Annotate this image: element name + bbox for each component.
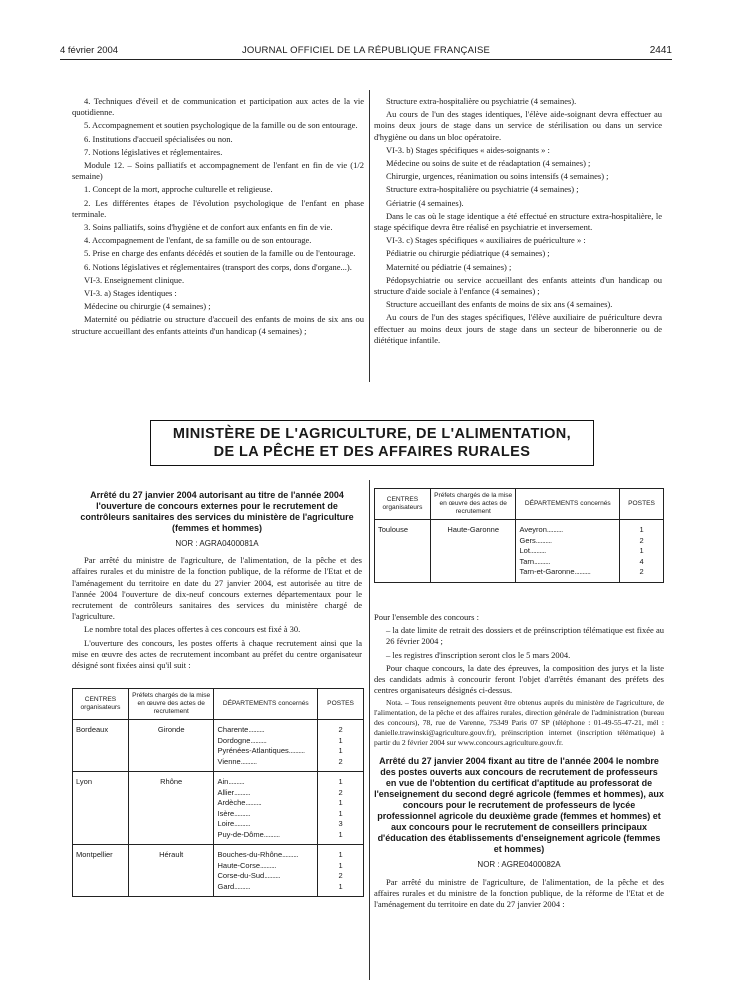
departement-cell [214, 871, 318, 882]
upper-left-paragraph: 5. Prise en charge des enfants décédés et soutien de la famille ou de l'entourage. [84, 248, 356, 259]
prefet-cell: Gironde [128, 720, 214, 736]
prefet-cell [128, 830, 214, 845]
arrete1-title: Arrêté du 27 janvier 2004 autorisant au titre de l'année 2004 l'ouverture de concours externes pour le recrutement de contrôleurs sanitaires des services du ministère de l'agriculture (femmes et hommes) [80, 490, 354, 533]
upper-right-paragraph: Médecine ou soins de suite et de réadaptation (4 semaines) ; [386, 158, 591, 169]
concours-table-right [374, 488, 664, 583]
upper-right-paragraph: Gériatrie (4 semaines). [386, 197, 464, 208]
postes-cell: 2 [620, 536, 664, 547]
prefet-cell [128, 736, 214, 747]
upper-right-paragraph: Pédiatrie ou chirurgie pédiatrique (4 semaines) ; [386, 248, 550, 259]
postes-cell: 1 [620, 546, 664, 557]
departement-name: Aveyron [519, 525, 547, 534]
departement-cell [214, 830, 318, 845]
table-row [73, 736, 364, 747]
prefet-cell [430, 557, 516, 568]
leader-dots: .......... [245, 798, 262, 807]
centre-cell: Bordeaux [73, 720, 129, 736]
departement-name: Ardèche [217, 798, 246, 807]
upper-right-paragraph: Au cours de l'un des stages identiques, l'élève aide-soignant devra effectuer au moins deux jours de stage dans un service de stérilisation ou dans un service d'hygiène ou dans un bloc opératoire. [374, 109, 662, 142]
lower-right-column [374, 612, 664, 912]
upper-right-paragraph: Structure extra-hospitalière ou psychiatrie (4 semaines). [386, 96, 577, 106]
header-page-number: 2441 [649, 45, 672, 56]
prefet-cell [128, 798, 214, 809]
prefet-cell [128, 757, 214, 772]
upper-left-paragraph: VI-3. Enseignement clinique. [84, 274, 185, 285]
leader-dots: .......... [248, 725, 265, 734]
postes-cell: 1 [318, 772, 364, 788]
upper-left-paragraph: 1. Concept de la mort, approche culturelle et religieuse. [84, 184, 273, 195]
departement-cell [516, 546, 620, 557]
departement-name: Haute-Corse [217, 860, 261, 870]
arrete2-paragraph: Par arrêté du ministre de l'agriculture, de l'alimentation, de la pêche et des affaires rurales et du ministre de la fonction publique, de la réforme de l'Etat et de l'aménagement du territoire en date du 27 janvier 2004 : [374, 876, 664, 910]
table-row [73, 798, 364, 809]
departement-cell [214, 772, 318, 788]
leader-dots: .......... [264, 871, 281, 880]
postes-cell: 1 [318, 746, 364, 757]
leader-dots: .......... [534, 556, 550, 566]
centre-cell [375, 546, 431, 557]
table-row [73, 772, 364, 788]
leader-dots: .......... [288, 746, 305, 755]
centre-cell [73, 757, 129, 772]
departement-name: Ain [217, 777, 229, 786]
leader-dots: .......... [240, 756, 257, 766]
upper-left-paragraph: 4. Techniques d'éveil et de communication et participation aux actes de la vie quotidienne. [72, 96, 364, 118]
departement-cell [214, 882, 318, 897]
upper-right-paragraph: Structure extra-hospitalière ou psychiatrie (4 semaines) ; [386, 184, 579, 195]
leader-dots: .......... [263, 829, 280, 839]
departement-cell [214, 788, 318, 799]
prefet-cell [128, 819, 214, 830]
centre-cell [375, 536, 431, 547]
ministry-banner [150, 420, 594, 466]
header-journal-title: JOURNAL OFFICIEL DE LA RÉPUBLIQUE FRANÇAISE [241, 45, 491, 56]
table-row [73, 788, 364, 799]
centre-cell [375, 567, 431, 582]
departement-name: Pyrénées-Atlantiques [217, 746, 289, 755]
upper-left-paragraph: 4. Accompagnement de l'enfant, de sa famille ou de son entourage. [84, 235, 312, 246]
upper-left-paragraph: 5. Accompagnement et soutien psychologique de la famille ou de son entourage. [84, 120, 358, 131]
table-row [73, 845, 364, 861]
departement-cell [214, 861, 318, 872]
upper-right-paragraph: Structure accueillant des enfants de moins de six ans (4 semaines). [386, 299, 613, 310]
postes-cell: 4 [620, 557, 664, 568]
centre-cell [73, 736, 129, 747]
table-row [73, 871, 364, 882]
upper-left-paragraph: 3. Soins palliatifs, soins d'hygiène et de confort aux enfants en fin de vie. [84, 222, 333, 233]
header-date: 4 février 2004 [60, 45, 119, 56]
departement-cell [214, 757, 318, 772]
departement-cell [214, 746, 318, 757]
th-centres: CENTRES organisateurs [375, 489, 431, 520]
leader-dots: .......... [574, 567, 591, 576]
arrete1-paragraph: L'ouverture des concours, les postes offerts à chaque recrutement ainsi que la mise en œuvre des actes de recrutement incombant au préfet du centre organisateur désigné sont fixées ainsi qu'il suit : [72, 637, 362, 671]
table-row [375, 546, 664, 557]
ministry-banner-line2: DE LA PÊCHE ET DES AFFAIRES RURALES [213, 444, 531, 460]
departement-cell [214, 798, 318, 809]
leader-dots: .......... [228, 777, 245, 786]
upper-left-paragraph: 6. Notions législatives et réglementaires (transport des corps, dons d'organe...). [84, 261, 352, 272]
table-row [73, 882, 364, 897]
prefet-cell [128, 861, 214, 872]
upper-left-paragraph: 7. Notions législatives et réglementaires. [84, 146, 223, 157]
postes-cell: 1 [318, 882, 364, 897]
departement-name: Tarn [519, 556, 535, 566]
prefet-cell [128, 871, 214, 882]
prefet-cell: Hérault [128, 845, 214, 861]
upper-left-paragraph: 6. Institutions d'accueil spécialisées ou non. [84, 133, 233, 144]
departement-cell [214, 809, 318, 820]
postes-cell: 2 [620, 567, 664, 582]
ministry-banner-line1: MINISTÈRE DE L'AGRICULTURE, DE L'ALIMENTATION, [172, 426, 572, 442]
departement-name: Gers [519, 535, 536, 545]
table-row [73, 720, 364, 736]
leader-dots: .......... [546, 525, 563, 534]
departement-name: Bouches-du-Rhône [217, 850, 283, 859]
centre-cell [73, 830, 129, 845]
concours-dash-item: – les registres d'inscription seront clos le 5 mars 2004. [386, 649, 571, 660]
table-row [375, 567, 664, 582]
upper-right-paragraph: Au cours de l'un des stages spécifiques, l'élève auxiliaire de puériculture devra effectuer au moins deux jours de stage dans un secteur de biberonnerie ou de diététique infantile. [374, 312, 662, 345]
postes-cell: 1 [318, 861, 364, 872]
leader-dots: .......... [234, 787, 250, 797]
departement-name: Allier [217, 787, 235, 797]
th-prefets: Préfets chargés de la mise en œuvre des actes de recrutement [128, 689, 214, 720]
th-postes: POSTES [620, 489, 664, 520]
departement-cell [214, 736, 318, 747]
prefet-cell [128, 882, 214, 897]
upper-right-paragraph: VI-3. c) Stages spécifiques « auxiliaires de puériculture » : [386, 235, 586, 246]
departement-cell [516, 536, 620, 547]
upper-right-paragraph: Dans le cas où le stage identique a été effectué en structure extra-hospitalière, le stage spécifique devra être réalisé en psychiatrie et inversement. [374, 210, 662, 233]
prefet-cell [430, 536, 516, 547]
upper-left-paragraph: Maternité ou pédiatrie ou structure d'accueil des enfants de moins de six ans ou structure accueillant des enfants atteints d'un handicap (4 semaines) ; [72, 314, 364, 336]
arrete2-nor: NOR : AGRE0400082A [477, 860, 561, 870]
concours-dash-item: – la date limite de retrait des dossiers et de préinscription télématique est fixée au 26 février 2004 ; [386, 625, 664, 647]
centre-cell: Lyon [73, 772, 129, 788]
departement-name: Tarn-et-Garonne [519, 567, 575, 576]
upper-left-column [72, 96, 364, 339]
upper-right-paragraph: VI-3. b) Stages spécifiques « aides-soignants » : [386, 144, 550, 155]
departement-name: Loire [217, 819, 235, 828]
centre-cell [73, 788, 129, 799]
lower-left-column [72, 490, 362, 673]
table-row [73, 757, 364, 772]
departement-name: Puy-de-Dôme [217, 829, 264, 839]
concours-paragraph: Pour chaque concours, la date des épreuves, la composition des jurys et la liste des candidats admis à concourir feront l'objet d'arrêtés émanant des préfets des centres organisateurs désignés ci-dessus. [374, 662, 664, 696]
leader-dots: .......... [529, 546, 546, 555]
column-divider-lower [369, 480, 370, 980]
upper-right-column [374, 96, 662, 348]
concours-table-left [72, 688, 364, 897]
centre-cell [73, 819, 129, 830]
postes-cell: 2 [318, 871, 364, 882]
postes-cell: 2 [318, 720, 364, 736]
prefet-cell: Haute-Garonne [430, 520, 516, 536]
postes-cell: 1 [318, 845, 364, 861]
prefet-cell [430, 567, 516, 582]
upper-left-paragraph: 2. Les différentes étapes de l'évolution psychologique de l'enfant en phase terminale. [72, 197, 364, 219]
running-header [60, 45, 672, 60]
centre-cell [73, 882, 129, 897]
leader-dots: .......... [234, 819, 251, 828]
th-departements: DÉPARTEMENTS concernés [214, 689, 318, 720]
upper-right-paragraph: Maternité ou pédiatrie (4 semaines) ; [386, 261, 512, 272]
departement-name: Isère [217, 808, 235, 818]
prefet-cell [128, 809, 214, 820]
postes-cell: 3 [318, 819, 364, 830]
upper-right-paragraph: Chirurgie, urgences, réanimation ou soins intensifs (4 semaines) ; [386, 171, 609, 182]
centre-cell [73, 798, 129, 809]
postes-cell: 2 [318, 788, 364, 799]
table-row [375, 557, 664, 568]
th-postes: POSTES [318, 689, 364, 720]
arrete1-paragraph: Par arrêté du ministre de l'agriculture, de l'alimentation, de la pêche et des affaires rurales et du ministre de la fonction publique, de la réforme de l'Etat et de l'aménagement du territoire en date du 27 janvier 2004, est autorisée au titre de l'année 2004 l'ouverture de dix-neuf concours externes départementaux pour le recrutement de contrôleurs sanitaires des services du ministère chargé de l'agriculture. [72, 555, 362, 622]
upper-left-paragraph: Module 12. – Soins palliatifs et accompagnement de l'enfant en fin de vie (1/2 semaine) [72, 160, 364, 182]
postes-cell: 1 [318, 809, 364, 820]
leader-dots: .......... [535, 535, 552, 545]
postes-cell: 1 [318, 736, 364, 747]
postes-cell: 1 [620, 520, 664, 536]
departement-cell [516, 557, 620, 568]
arrete1-nor: NOR : AGRA0400081A [175, 539, 259, 548]
postes-cell: 1 [318, 798, 364, 809]
table-row [375, 536, 664, 547]
departement-cell [214, 845, 318, 861]
table-row [73, 809, 364, 820]
departement-name: Charente [217, 725, 249, 734]
departement-name: Corse-du-Sud [217, 871, 265, 880]
prefet-cell [128, 788, 214, 799]
leader-dots: .......... [234, 881, 251, 891]
leader-dots: .......... [260, 860, 276, 870]
table-row [375, 520, 664, 536]
leader-dots: .......... [234, 808, 251, 818]
concours-intro: Pour l'ensemble des concours : [374, 612, 479, 622]
departement-cell [214, 819, 318, 830]
arrete2-title: Arrêté du 27 janvier 2004 fixant au titre de l'année 2004 le nombre des postes ouverts aux concours de recrutement de professeurs en vue de l'obtention du certificat d'aptitude au professorat de l'enseignement du second degré agricole (femmes et hommes), aux concours pour le recrutement de professeurs de lycée professionnel agricole du deuxième grade (femmes et hommes) et aux concours pour le recrutement de conseillers principaux d'éducation des établissements d'enseignement agricole (femmes et hommes) [374, 756, 664, 855]
th-prefets: Préfets chargés de la mise en œuvre des actes de recrutement [430, 489, 516, 520]
centre-cell [375, 557, 431, 568]
leader-dots: .......... [250, 735, 267, 745]
table-row [73, 819, 364, 830]
postes-cell: 2 [318, 757, 364, 772]
table-row [73, 861, 364, 872]
centre-cell [73, 809, 129, 820]
arrete1-paragraph: Le nombre total des places offertes à ces concours est fixé à 30. [84, 624, 301, 635]
prefet-cell [128, 746, 214, 757]
centre-cell [73, 746, 129, 757]
departement-cell [516, 567, 620, 582]
prefet-cell [430, 546, 516, 557]
table-row [73, 746, 364, 757]
departement-name: Gard [217, 881, 235, 891]
upper-left-paragraph: Médecine ou chirurgie (4 semaines) ; [84, 301, 211, 312]
table-row [73, 830, 364, 845]
departement-name: Vienne [217, 756, 241, 766]
departement-name: Lot [519, 546, 530, 555]
th-centres: CENTRES organisateurs [73, 689, 129, 720]
upper-right-paragraph: Pédopsychiatrie ou service accueillant des enfants atteints d'un handicap ou structure d'aide sociale à l'enfance (4 semaines) ; [374, 274, 662, 297]
leader-dots: .......... [282, 850, 298, 859]
centre-cell [73, 861, 129, 872]
centre-cell: Toulouse [375, 520, 431, 536]
departement-cell [516, 520, 620, 536]
column-divider-upper [369, 90, 370, 382]
prefet-cell: Rhône [128, 772, 214, 788]
nota-paragraph: Nota. – Tous renseignements peuvent être obtenus auprès du ministère de l'agriculture, de l'alimentation, de la pêche et des affaires rurales, direction générale de l'administration (bureau des concours), 78, rue de Varenne, 75349 Paris 07 SP (téléphone : 01-49-55-47-21, mél : danielle.trawinski@agriculture.gouv.fr), préinscription internet (inscription télématique) à partir du 2 février 2004 sur www.concours.agriculture.gouv.fr. [374, 698, 664, 748]
departement-cell [214, 720, 318, 736]
departement-name: Dordogne [217, 735, 251, 745]
centre-cell: Montpellier [73, 845, 129, 861]
postes-cell: 1 [318, 830, 364, 845]
th-departements: DÉPARTEMENTS concernés [516, 489, 620, 520]
centre-cell [73, 871, 129, 882]
upper-left-paragraph: VI-3. a) Stages identiques : [84, 288, 177, 299]
